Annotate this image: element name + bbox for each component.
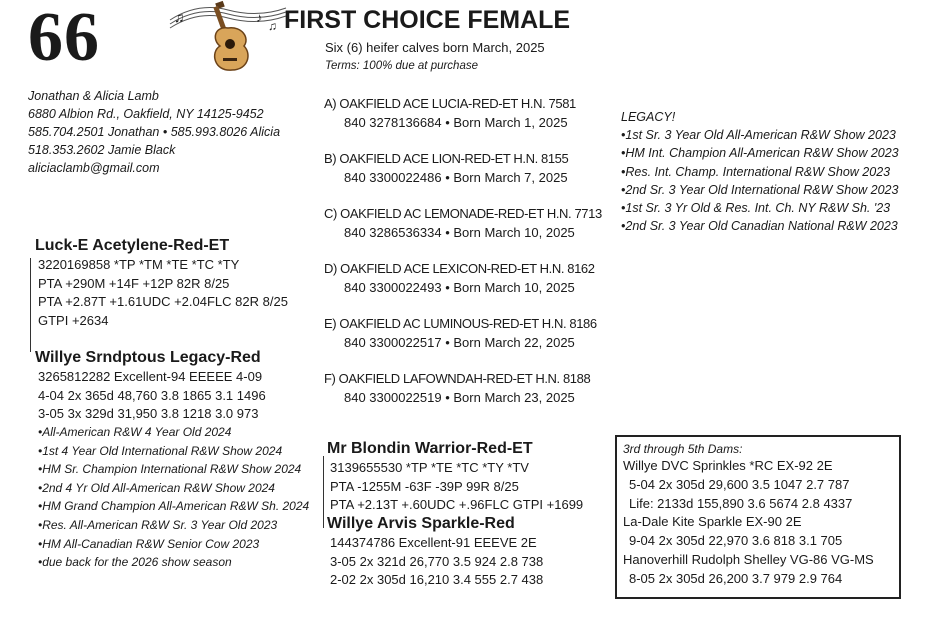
dam-honor: •HM All-Canadian R&W Senior Cow 2023 [38,536,260,551]
calf-entry [324,151,568,185]
calf-entry [324,206,602,240]
calf-entry [324,96,576,130]
svg-text:♫: ♫ [268,19,277,33]
calf-entry [324,261,595,295]
granddam-name: Willye Arvis Sparkle-Red [327,515,515,532]
legacy-item: •HM Int. Champion All-American R&W Show 2023 [621,146,899,161]
dams-box-header: 3rd through 5th Dams: [623,442,743,456]
dam-honors [38,423,309,572]
dam-line: 3-05 3x 329d 31,950 3.8 1218 3.0 973 [38,406,259,421]
dam-sire-line: PTA -1255M -63F -39P 99R 8/25 [330,478,519,494]
sire-info [38,256,288,330]
consignor-email: aliciaclamb@gmail.com [28,161,160,175]
dams-box-lines [623,457,899,589]
consignor-info [28,87,280,177]
calf-name: E) OAKFIELD AC LUMINOUS-RED-ET H.N. 8186 [324,316,597,331]
calf-name: A) OAKFIELD ACE LUCIA-RED-ET H.N. 7581 [324,96,576,111]
dams-box [615,435,901,599]
granddam-line: 144374786 Excellent-91 EEEVE 2E [330,535,537,550]
calf-name: D) OAKFIELD ACE LEXICON-RED-ET H.N. 8162 [324,261,595,276]
dam-honor: •HM Sr. Champion International R&W Show 2024 [38,462,302,477]
dam-info [38,368,266,424]
dam-sire-name: Mr Blondin Warrior-Red-ET [327,440,533,457]
dam-line: 4-04 2x 365d 48,760 3.8 1865 3.1 1496 [38,387,266,403]
calf-details: 840 3278136684 • Born March 1, 2025 [344,115,568,130]
sire-line: 3220169858 *TP *TM *TE *TC *TY [38,257,240,272]
calf-entry [324,316,597,350]
sire-name: Luck-E Acetylene-Red-ET [35,237,230,254]
consignor-name: Jonathan & Alicia Lamb [28,89,159,103]
dam-line: 8-05 2x 305d 26,200 3.7 979 2.9 764 [629,570,843,586]
calf-details: 840 3300022519 • Born March 23, 2025 [344,390,575,405]
pedigree-line [30,258,31,352]
granddam-line: 3-05 2x 321d 26,770 3.5 924 2.8 738 [330,553,544,569]
calf-details: 840 3300022517 • Born March 22, 2025 [344,335,575,350]
dam-sire-info [330,459,583,515]
dam-line: 3265812282 Excellent-94 EEEEE 4-09 [38,369,263,384]
dam-line: Hanoverhill Rudolph Shelley VG-86 VG-MS [623,551,874,567]
svg-text:♫: ♫ [174,9,185,25]
calf-details: 840 3300022486 • Born March 7, 2025 [344,170,568,185]
lot-number: 66 [28,0,100,76]
subtitle: Six (6) heifer calves born March, 2025 [325,40,545,55]
dam-honor: •due back for the 2026 show season [38,555,232,570]
dam-honor: •Res. All-American R&W Sr. 3 Year Old 2023 [38,517,278,532]
dam-sire-line: 3139655530 *TP *TE *TC *TY *TV [330,460,529,475]
calf-details: 840 3300022493 • Born March 10, 2025 [344,280,575,295]
dam-line: 5-04 2x 305d 29,600 3.5 1047 2.7 787 [629,476,850,492]
calf-name: C) OAKFIELD AC LEMONADE-RED-ET H.N. 7713 [324,206,602,221]
sire-line: PTA +290M +14F +12P 82R 8/25 [38,275,230,291]
legacy-item: •2nd Sr. 3 Year Old International R&W Show 2023 [621,182,899,197]
legacy-item: •1st Sr. 3 Year Old All-American R&W Show 2023 [621,128,896,143]
page-title: FIRST CHOICE FEMALE [284,6,571,34]
consignor-phone: 585.704.2501 Jonathan • 585.993.8026 Alicia [28,125,281,139]
pedigree-line [323,456,324,528]
guitar-icon [168,0,288,78]
dam-name: Willye Srndptous Legacy-Red [35,349,261,366]
consignor-address: 6880 Albion Rd., Oakfield, NY 14125-9452 [28,107,264,121]
calf-entry [324,371,590,405]
consignor-phone-2: 518.353.2602 Jamie Black [28,143,176,157]
legacy-item: •1st Sr. 3 Yr Old & Res. Int. Ch. NY R&W Sh. '23 [621,201,891,216]
calf-details: 840 3286536334 • Born March 10, 2025 [344,225,575,240]
dam-line: 9-04 2x 305d 22,970 3.6 818 3.1 705 [629,533,843,549]
dam-line: Willye DVC Sprinkles *RC EX-92 2E [623,458,833,473]
dam-honor: •HM Grand Champion All-American R&W Sh. 2024 [38,499,310,514]
dam-line: Life: 2133d 155,890 3.6 5674 2.8 4337 [629,495,853,511]
legacy-item: •Res. Int. Champ. International R&W Show 2023 [621,164,891,179]
sire-line: GTPI +2634 [38,312,109,328]
calf-name: F) OAKFIELD LAFOWNDAH-RED-ET H.N. 8188 [324,371,591,386]
legacy-item: •2nd Sr. 3 Year Old Canadian National R&W 2023 [621,219,898,234]
dam-honor: •2nd 4 Yr Old All-American R&W Show 2024 [38,480,275,495]
terms-text: Terms: 100% due at purchase [325,60,478,72]
granddam-info [330,534,543,590]
dam-line: La-Dale Kite Sparkle EX-90 2E [623,514,802,530]
svg-text:♪: ♪ [256,10,263,25]
dam-sire-line: PTA +2.13T +.60UDC +.96FLC GTPI +1699 [330,497,584,512]
dam-honor: •All-American R&W 4 Year Old 2024 [38,425,232,439]
granddam-line: 2-02 2x 305d 16,210 3.4 555 2.7 438 [330,572,544,587]
dam-honor: •1st 4 Year Old International R&W Show 2024 [38,443,283,458]
legacy-heading: LEGACY! [621,110,676,124]
sire-line: PTA +2.87T +1.61UDC +2.04FLC 82R 8/25 [38,294,288,309]
calf-name: B) OAKFIELD ACE LION-RED-ET H.N. 8155 [324,151,569,166]
legacy-list [621,108,899,235]
